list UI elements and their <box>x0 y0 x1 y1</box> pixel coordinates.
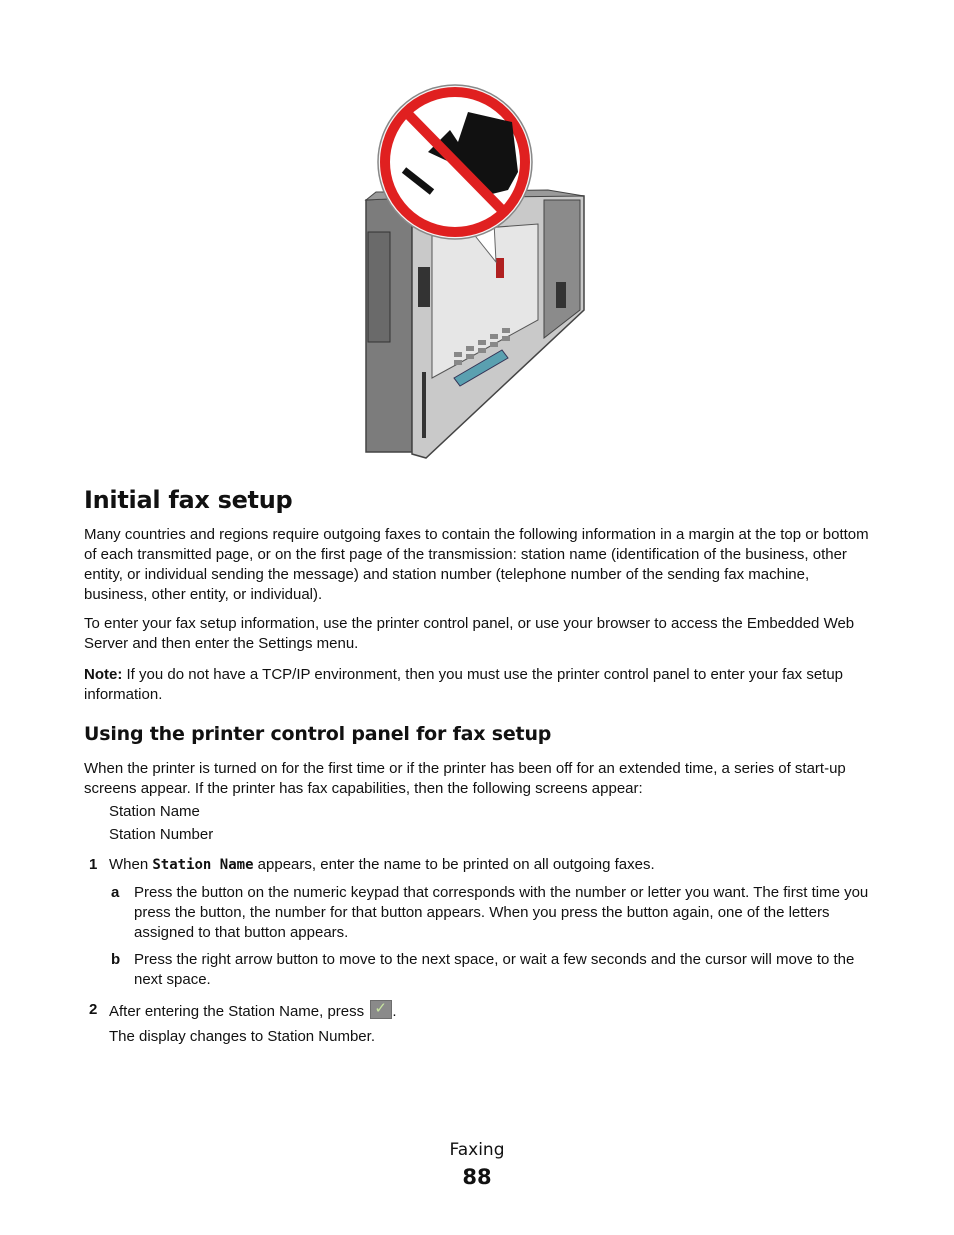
substep-text: Press the button on the numeric keypad that corresponds with the number or letter you want. The first time you press the button, the number for that button appears. When you press the button again, one of the letters assigned to that button appears. <box>134 884 869 941</box>
substep-text: Press the right arrow button to move to the next space, or wait a few seconds and the cursor will move to the next space. <box>134 951 855 988</box>
substep-letter: a <box>111 884 120 901</box>
startup-paragraph: When the printer is turned on for the first time or if the printer has been off for an extended time, a series of start-up screens appear. If the printer has fax capabilities, then the following screens appear: <box>84 760 846 797</box>
intro-paragraph: Many countries and regions require outgoing faxes to contain the following information in a margin at the top or bottom of each transmitted page, or on the first page of the transmission: station name (identification of the business, other entity, or individual sending the message) and station number (telephone number of the sending fax machine, business, other entity, or individual). <box>84 526 869 603</box>
step-text <box>109 855 870 875</box>
step-text-after: appears, enter the name to be printed on all outgoing faxes. <box>253 856 655 873</box>
step-number: 2 <box>89 1001 98 1018</box>
step-text-before: When <box>109 856 153 873</box>
check-button-icon <box>370 1000 392 1019</box>
step-number: 1 <box>89 856 98 873</box>
step-result-text: The display changes to Station Number. <box>109 1028 375 1045</box>
substep-letter: b <box>111 951 121 968</box>
note-paragraph <box>84 665 870 705</box>
page-heading-initial-fax-setup: Initial fax setup <box>84 486 293 514</box>
note-label: Note: <box>84 666 123 683</box>
printer-no-touch-illustration <box>362 82 588 462</box>
footer-section-label: Faxing <box>449 1140 505 1160</box>
note-text: If you do not have a TCP/IP environment, then you must use the printer control panel to enter your fax setup information. <box>84 666 844 703</box>
section-heading-control-panel: Using the printer control panel for fax setup <box>84 723 552 745</box>
page-number: 88 <box>462 1165 492 1189</box>
step-text-after: . <box>392 1003 397 1020</box>
setup-methods-paragraph: To enter your fax setup information, use the printer control panel, or use your browser to access the Embedded Web Server and then enter the Settings menu. <box>84 615 855 652</box>
step-text-before: After entering the Station Name, press <box>109 1003 369 1020</box>
screen-name-station-number: Station Number <box>109 826 214 843</box>
step-text <box>109 1000 870 1022</box>
station-name-code: Station Name <box>152 857 254 873</box>
screen-name-station-name: Station Name <box>109 803 200 820</box>
